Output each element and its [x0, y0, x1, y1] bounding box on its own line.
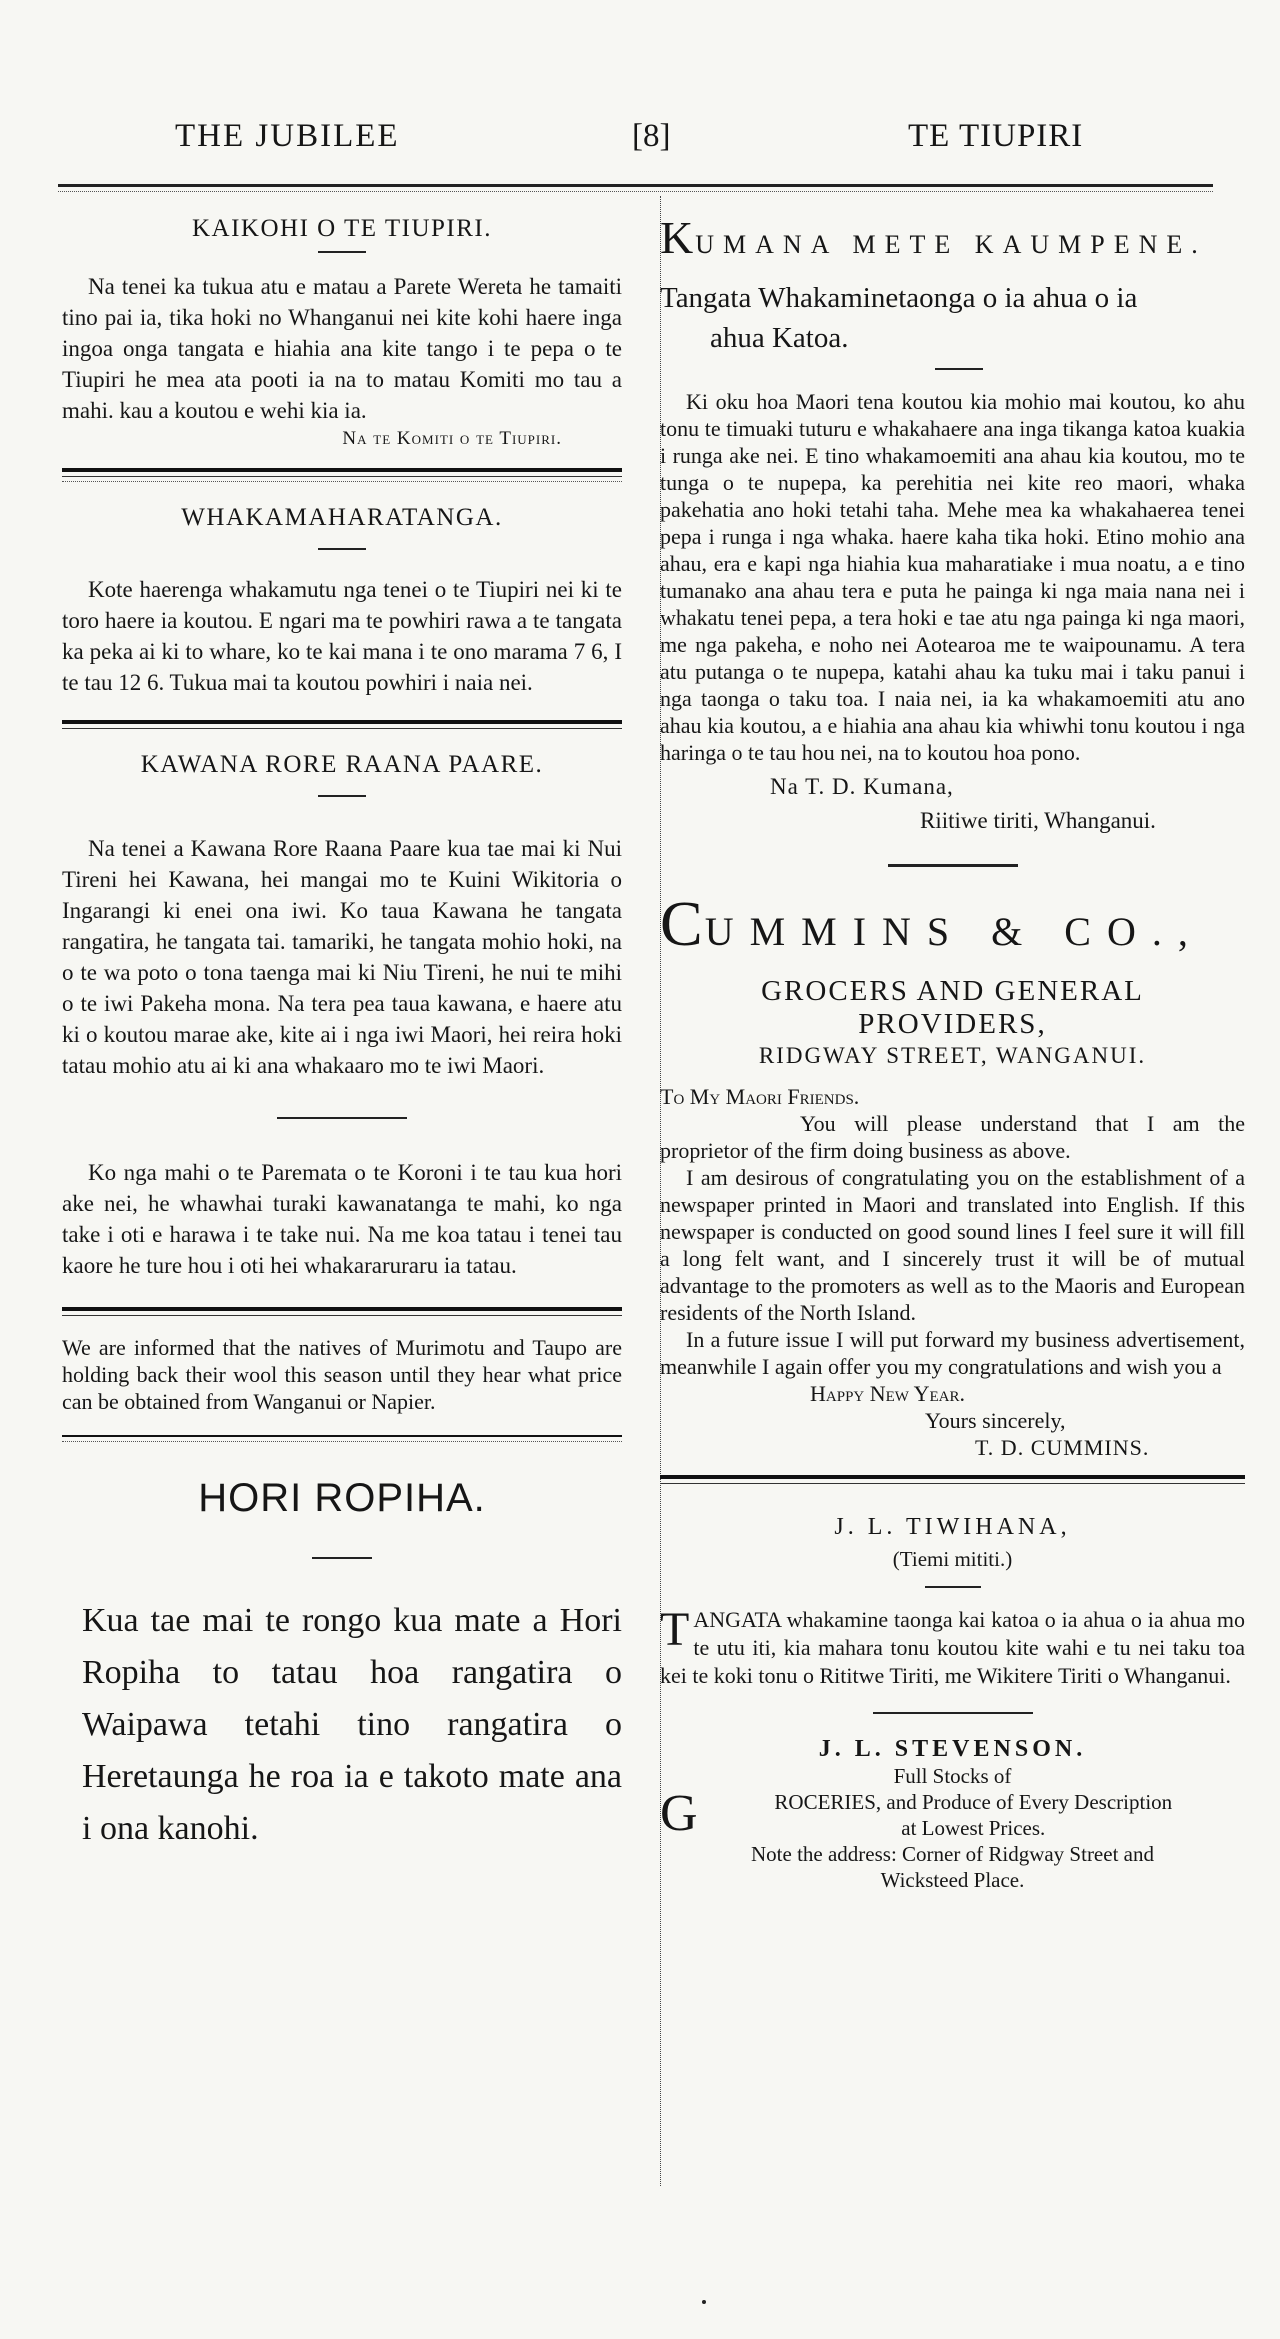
tiwihana-advert	[660, 1514, 1245, 1690]
whakamaharatanga-text: Kote haerenga whakamutu nga tenei o te Tiupiri nei ki te toro haere ia koutou. E ngari ma te powhiri rawa a te tangata ka peka ai ki to whare, ko te kai mana i te ono marama 7 6, I te tau 12 6. Tukua mai ta koutou powhiri i naia nei.	[62, 577, 622, 695]
stevenson-line-2: ROCERIES, and Produce of Every Description	[774, 1790, 1173, 1814]
kumana-notice	[660, 211, 1245, 834]
short-rule	[925, 1586, 981, 1588]
wool-notice	[62, 1334, 622, 1415]
kawana-text: Na tenei a Kawana Rore Raana Paare kua tae mai ki Nui Tireni hei Kawana, hei mangai mo te Kuini Wikitoria o Ingarangi ki enei ona iwi. Ko taua Kawana he tangata rangatira, he tangata tai. tamariki, he tangata mohio hoki, na o te wa poto o tona taenga mai ki Niu Tireni, he nui te mihi o te iwi Pakeha mona. Na tera pea taua kawana, e haere atu ki o koutou marae ake, kite ai i nga iwi Maori, hei reira hoki tatau mohio atu ai ki ana whakaaro mo te iwi Maori.	[62, 836, 622, 1078]
kumana-heading	[660, 211, 1245, 264]
cummins-title	[660, 887, 1245, 961]
section-rule	[62, 720, 622, 729]
stevenson-drop-cap: G	[660, 1785, 698, 1842]
whakamaharatanga-notice	[62, 504, 622, 698]
running-head-right: TE TIUPIRI	[908, 118, 1084, 154]
stevenson-line-3: at Lowest Prices.	[901, 1816, 1046, 1840]
tiwihana-heading: J. L. TIWIHANA,	[834, 1514, 1071, 1540]
kaikohi-heading: KAIKOHI O TE TIUPIRI.	[192, 215, 492, 242]
right-column	[660, 205, 1245, 1893]
short-rule	[318, 548, 366, 550]
cummins-paragraph-2: I am desirous of congratulating you on the establishment of a newspaper printed in Maori and translated into English. If this newspaper is conducted on good sound lines I feel sure it will fill a long felt want, and I sincerely trust it will be of mutual advantage to the promoters as well as to the Maoris and European residents of the North Island.	[660, 1165, 1245, 1325]
kumana-text: Ki oku hoa Maori tena koutou kia mohio mai koutou, ko ahu tonu te timuaki tuturu e whakahaere ana inga tikanga katoa kuakia i runga ake nei. E tino whakamoemiti ana ahau kia koutou, mo te tunga o te nupepa, ka perehitia nei kite reo maori, whaka pakehatia ano hoki tetahi taha. Mehe mea ka whakahaerea tenei pepa i runga i nga whaka. haere kaha tika hoki. Etino mohio ana ahau, era e kapi nga hiahia kua maharatiake i mua noatu, a e tino tumanako ana ahau tera e puta he painga ki nga maia nana nei i whakatu tenei pepa, a tera hoki e tae atu nga painga ki nga maori, me nga pakeha, e noho nei Aotearoa me te waipounamu. A tera atu putanga o te nupepa, katahi ahau ka tuku mai i taku panui i nga taonga o taku toa. I naia nei, ia ka whakamoemiti atu ano ahau kia koutou, a e hiahia ana ahau kia whiwhi tonu koutou i nga haringa o te tau hou nei, na to koutou hoa pono.	[660, 389, 1245, 765]
kumana-subheading-2: ahua Katoa.	[710, 322, 849, 354]
short-rule	[277, 1117, 407, 1119]
tiwihana-text	[660, 1603, 1245, 1690]
tiwihana-drop-cap: T	[660, 1603, 690, 1656]
left-column	[62, 205, 622, 1855]
dotted-rule	[62, 1441, 622, 1442]
paremata-text: Ko nga mahi o te Paremata o te Koroni i te tau kua hori ake nei, he whawhai turaki kawanatanga te mahi, ko nga take i oti e harawa i te take nui. Na me koa tatau i tenei tau kaore he ture hou i oti hei whakararuraru ia tatau.	[62, 1160, 622, 1278]
cummins-drop-cap: C	[660, 888, 705, 959]
stevenson-line-5: Wicksteed Place.	[880, 1868, 1025, 1892]
section-rule	[660, 1475, 1245, 1484]
print-speck	[702, 2300, 706, 2304]
cummins-salutation: To My Maori Friends.	[660, 1084, 860, 1109]
stevenson-line-4: Note the address: Corner of Ridgway Street and	[751, 1842, 1154, 1866]
short-rule	[935, 368, 983, 370]
section-rule	[62, 1307, 622, 1316]
kumana-subheading-1: Tangata Whakaminetaonga o ia ahua o ia	[660, 282, 1138, 314]
cummins-closing: Yours sincerely,	[925, 1408, 1066, 1433]
kumana-drop-cap: K	[660, 212, 696, 263]
wool-text: We are informed that the natives of Murimotu and Taupo are holding back their wool this season until they hear what price can be obtained from Wanganui or Napier.	[62, 1335, 622, 1414]
stevenson-line-1: Full Stocks of	[893, 1764, 1012, 1788]
hori-text: Kua tae mai te rongo kua mate a Hori Ropiha to tatau hoa rangatira o Waipawa tetahi tino rangatira o Heretaunga he roa ia e takoto mate ana i ona kanohi.	[82, 1602, 622, 1847]
cummins-title-text: UMMINS & CO.,	[704, 909, 1204, 954]
short-rule	[318, 795, 366, 797]
header-dotted-rule	[58, 191, 1213, 192]
section-rule	[62, 468, 622, 477]
stevenson-heading: J. L. STEVENSON.	[818, 1736, 1087, 1762]
short-rule	[873, 1712, 1033, 1714]
whakamaharatanga-heading: WHAKAMAHARATANGA.	[181, 504, 503, 531]
paremata-notice	[62, 1157, 622, 1281]
cummins-advert	[660, 887, 1245, 1461]
cummins-paragraph-3: In a future issue I will put forward my business advertisement, meanwhile I again offer you my congratulations and wish you a	[660, 1327, 1245, 1379]
stevenson-advert	[660, 1736, 1245, 1893]
kumana-place: Riitiwe tiriti, Whanganui.	[920, 808, 1156, 833]
dotted-rule	[62, 481, 622, 482]
cummins-line-3: RIDGWAY STREET, WANGANUI.	[758, 1043, 1147, 1068]
header-rule	[58, 184, 1213, 187]
section-rule	[62, 1435, 622, 1437]
cummins-paragraph-1: You will please understand that I am the proprietor of the firm doing business as above.	[660, 1111, 1245, 1163]
hori-notice	[62, 1476, 622, 1855]
kaikohi-notice	[62, 215, 622, 450]
stevenson-drop-block	[660, 1785, 1245, 1842]
kumana-heading-text: UMANA METE KAUMPENE.	[695, 230, 1207, 259]
kaikohi-text: Na tenei ka tukua atu e matau a Parete Wereta he tamaiti tino pai ia, tika hoki no Whanganui nei kite kohi haere inga ingoa onga tangata e hiahia ana kite tango i te pepa o te Tiupiri he mea ata pooti ia na to matau Komiti mo tau a mahi. kau a koutou e wehi kia ia.	[62, 274, 622, 423]
cummins-line-2: PROVIDERS,	[858, 1008, 1047, 1040]
kawana-heading: KAWANA RORE RAANA PAARE.	[140, 751, 544, 778]
cummins-greeting: Happy New Year.	[810, 1381, 966, 1406]
section-rule	[888, 864, 1018, 867]
tiwihana-subheading: (Tiemi mititi.)	[892, 1547, 1013, 1571]
kaikohi-signature: Na te Komiti o te Tiupiri.	[342, 428, 562, 449]
running-head-left: THE JUBILEE	[175, 118, 400, 154]
kumana-signature: Na T. D. Kumana,	[770, 774, 954, 799]
page-number: [8]	[632, 118, 671, 154]
tiwihana-text-body: ANGATA whakamine taonga kai katoa o ia ahua o ia ahua mo te utu iti, kia mahara tonu koutou kite wahi e tu nei taku toa kei te koki tonu o Rititwe Tiriti, me Wikitere Tiriti o Whanganui.	[660, 1607, 1245, 1688]
cummins-line-1: GROCERS AND GENERAL	[761, 975, 1144, 1007]
hori-heading: HORI ROPIHA.	[198, 1476, 486, 1520]
short-rule	[318, 251, 366, 253]
cummins-name: T. D. CUMMINS.	[975, 1435, 1150, 1460]
kawana-notice	[62, 751, 622, 1081]
short-rule	[312, 1557, 372, 1559]
running-head	[60, 118, 1220, 168]
